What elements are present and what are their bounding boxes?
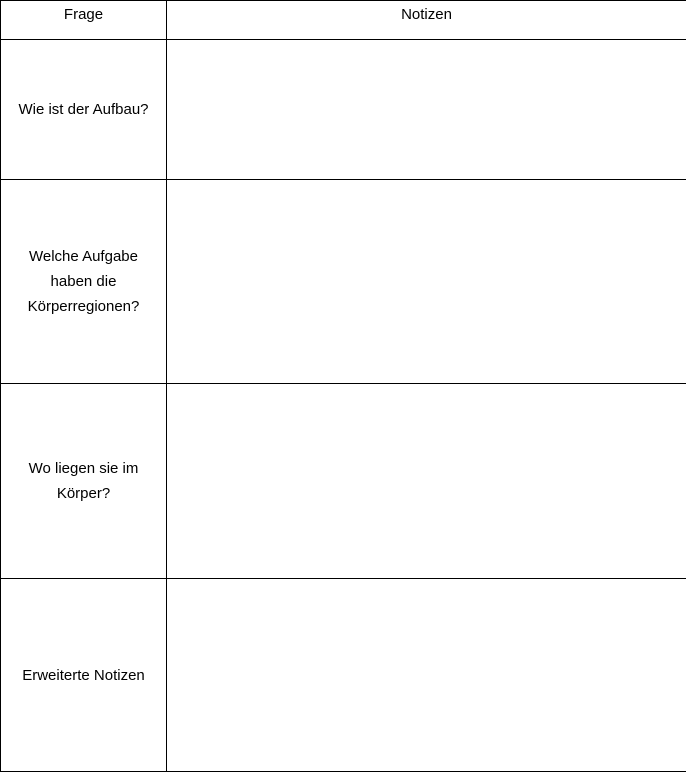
notes-cell[interactable] (167, 384, 686, 579)
header-row (1, 1, 686, 40)
column-header-notes: Notizen (167, 1, 686, 40)
question-text: Welche Aufgabe haben die Körperregionen? (9, 244, 158, 319)
column-header-question: Frage (1, 1, 167, 40)
question-cell (1, 579, 167, 772)
question-cell (1, 40, 167, 180)
notes-cell[interactable] (167, 40, 686, 180)
notes-cell[interactable] (167, 579, 686, 772)
question-text: Erweiterte Notizen (22, 663, 145, 688)
table-row (1, 40, 686, 180)
table-row (1, 180, 686, 384)
table-row (1, 384, 686, 579)
question-cell (1, 180, 167, 384)
table-body (1, 40, 686, 772)
table-row (1, 579, 686, 772)
question-text: Wo liegen sie im Körper? (9, 456, 158, 506)
table-header (1, 1, 686, 40)
question-cell (1, 384, 167, 579)
notes-cell[interactable] (167, 180, 686, 384)
question-text: Wie ist der Aufbau? (18, 97, 148, 122)
